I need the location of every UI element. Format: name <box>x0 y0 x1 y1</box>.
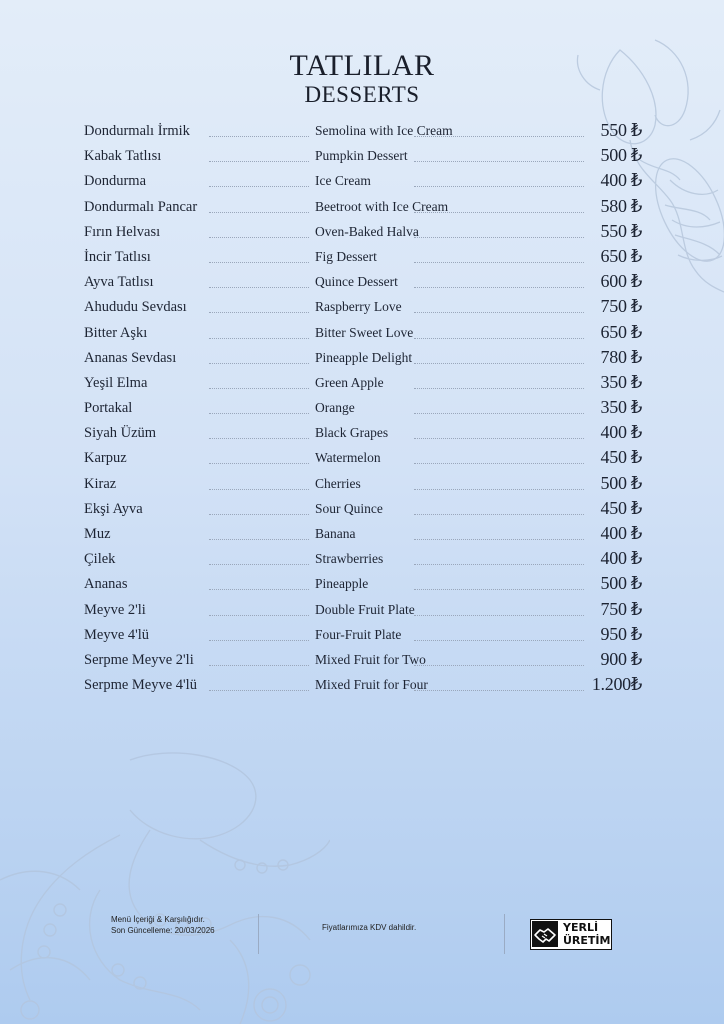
item-price: 400 ₺ <box>600 548 642 569</box>
item-name-en: Beetroot with Ice Cream <box>315 198 449 214</box>
item-name-tr: Karpuz <box>84 450 127 467</box>
dot-leader <box>414 262 584 263</box>
dot-leader <box>414 363 584 364</box>
item-price: 400 ₺ <box>600 170 642 191</box>
item-price: 1.200₺ <box>591 674 642 695</box>
dot-leader <box>209 690 309 691</box>
item-name-en: Mixed Fruit for Four <box>315 677 428 693</box>
item-name-tr: Meyve 4'lü <box>84 626 150 643</box>
dot-leader <box>209 262 309 263</box>
item-name-en: Double Fruit Plate <box>315 601 415 617</box>
menu-row <box>84 269 644 294</box>
item-name-en: Strawberries <box>315 551 384 567</box>
item-name-tr: Ananas <box>84 576 128 593</box>
menu-row <box>84 395 644 420</box>
dot-leader <box>209 161 309 162</box>
dot-leader <box>209 438 309 439</box>
item-name-en: Semolina with Ice Cream <box>315 123 453 138</box>
page-title: TATLILAR <box>289 49 435 82</box>
item-price: 550 ₺ <box>600 220 642 241</box>
item-price: 650 ₺ <box>600 245 642 266</box>
item-price: 500 ₺ <box>600 573 642 594</box>
item-name-tr: Siyah Üzüm <box>84 425 157 442</box>
dot-leader <box>414 665 584 666</box>
item-name-tr: Ahududu Sevdası <box>84 299 187 316</box>
item-name-en: Green Apple <box>315 374 384 390</box>
menu-row <box>84 345 644 370</box>
item-name-tr: Ananas Sevdası <box>84 349 177 366</box>
dot-leader <box>414 438 584 439</box>
menu-row <box>84 445 644 470</box>
item-name-en: Sour Quince <box>315 500 383 516</box>
footer-info <box>111 914 215 936</box>
octopus-icon <box>0 740 330 1024</box>
footer-last-updated: Son Güncelleme: 20/03/2026 <box>111 926 215 935</box>
menu-row <box>84 647 644 672</box>
item-name-en: Mixed Fruit for Two <box>315 651 426 667</box>
item-price: 400 ₺ <box>600 523 642 543</box>
menu-row <box>84 294 644 319</box>
item-name-en: Orange <box>315 400 355 416</box>
item-name-tr: Bitter Aşkı <box>84 324 148 341</box>
item-name-en: Pineapple <box>315 576 369 592</box>
menu-row <box>84 546 644 571</box>
footer-content-note: Menü İçeriği & Karşılığıdır. <box>111 915 205 924</box>
item-name-en: Cherries <box>315 475 361 491</box>
dot-leader <box>209 212 309 213</box>
item-name-tr: Muz <box>84 526 111 542</box>
menu-row <box>84 244 644 269</box>
dot-leader <box>414 388 584 389</box>
item-name-en: Raspberry Love <box>315 299 402 315</box>
menu-row <box>84 521 644 546</box>
item-name-tr: Portakal <box>84 400 133 417</box>
item-name-tr: Meyve 2'li <box>84 601 146 618</box>
item-price: 550 ₺ <box>600 120 642 140</box>
item-price: 350 ₺ <box>600 397 642 418</box>
menu-header <box>0 50 724 108</box>
item-name-tr: Dondurmalı İrmik <box>84 123 190 139</box>
dot-leader <box>209 338 309 339</box>
dot-leader <box>209 514 309 515</box>
badge-label-top: YERLİ <box>563 921 599 934</box>
item-name-en: Banana <box>315 526 356 541</box>
dot-leader <box>414 539 584 540</box>
item-name-tr: Yeşil Elma <box>84 374 148 391</box>
item-name-tr: Serpme Meyve 2'li <box>84 651 194 668</box>
item-name-tr: Dondurmalı Pancar <box>84 198 198 215</box>
dot-leader <box>209 589 309 590</box>
item-price: 580 ₺ <box>600 195 642 216</box>
item-price: 500 ₺ <box>600 472 642 493</box>
dot-leader <box>414 640 584 641</box>
local-production-badge <box>530 919 612 950</box>
item-price: 450 ₺ <box>600 497 642 518</box>
item-name-en: Oven-Baked Halva <box>315 223 419 239</box>
dot-leader <box>209 237 309 238</box>
menu-row <box>84 194 644 219</box>
item-name-tr: Dondurma <box>84 173 147 190</box>
dot-leader <box>209 287 309 288</box>
dot-leader <box>414 287 584 288</box>
dot-leader <box>414 514 584 515</box>
item-name-tr: İncir Tatlısı <box>84 248 151 265</box>
item-price: 750 ₺ <box>600 296 642 317</box>
item-price: 780 ₺ <box>600 346 642 367</box>
menu-row <box>84 420 644 445</box>
dot-leader <box>209 489 309 490</box>
item-price: 950 ₺ <box>600 623 642 644</box>
item-name-en: Ice Cream <box>315 173 371 189</box>
dot-leader <box>209 363 309 364</box>
dot-leader <box>209 640 309 641</box>
item-price: 650 ₺ <box>600 321 642 342</box>
dot-leader <box>209 388 309 389</box>
dot-leader <box>414 413 584 414</box>
menu-row <box>84 496 644 521</box>
item-price: 450 ₺ <box>600 447 642 468</box>
handshake-icon <box>532 921 558 947</box>
dot-leader <box>414 615 584 616</box>
dot-leader <box>209 665 309 666</box>
item-name-en: Black Grapes <box>315 425 389 441</box>
item-name-tr: Kabak Tatlısı <box>84 148 162 165</box>
dot-leader <box>209 186 309 187</box>
menu-row <box>84 143 644 168</box>
dot-leader <box>414 690 584 691</box>
item-price: 400 ₺ <box>600 422 642 443</box>
menu-row <box>84 471 644 496</box>
dot-leader <box>209 539 309 540</box>
dot-leader <box>209 312 309 313</box>
dot-leader <box>414 186 584 187</box>
item-name-en: Fig Dessert <box>315 248 377 264</box>
menu-row <box>84 168 644 193</box>
dot-leader <box>209 615 309 616</box>
dot-leader <box>414 136 584 137</box>
item-price: 500 ₺ <box>600 145 642 166</box>
menu-row <box>84 597 644 622</box>
item-name-en: Pumpkin Dessert <box>315 148 408 164</box>
item-price: 600 ₺ <box>600 271 642 292</box>
footer-divider <box>258 914 259 954</box>
dessert-list <box>84 118 644 697</box>
item-name-tr: Ekşi Ayva <box>84 500 143 517</box>
item-price: 350 ₺ <box>600 371 642 392</box>
dot-leader <box>414 312 584 313</box>
dot-leader <box>209 136 309 137</box>
dot-leader <box>414 489 584 490</box>
footer <box>0 910 724 960</box>
item-name-tr: Fırın Helvası <box>84 223 161 240</box>
menu-row <box>84 219 644 244</box>
menu-row <box>84 672 644 697</box>
page-subtitle: DESSERTS <box>304 82 420 107</box>
item-name-en: Watermelon <box>315 450 381 466</box>
dot-leader <box>414 463 584 464</box>
dot-leader <box>414 212 584 213</box>
item-price: 900 ₺ <box>600 648 642 669</box>
dot-leader <box>209 413 309 414</box>
dot-leader <box>209 463 309 464</box>
item-name-tr: Serpme Meyve 4'lü <box>84 677 197 694</box>
item-name-tr: Ayva Tatlısı <box>84 274 154 291</box>
item-price: 750 ₺ <box>600 598 642 619</box>
footer-divider <box>504 914 505 954</box>
dot-leader <box>414 161 584 162</box>
item-name-tr: Kiraz <box>84 475 117 492</box>
item-name-tr: Çilek <box>84 551 116 568</box>
badge-label-bottom: ÜRETİM <box>563 934 611 947</box>
dot-leader <box>414 237 584 238</box>
menu-row <box>84 622 644 647</box>
menu-row <box>84 320 644 345</box>
menu-row <box>84 118 644 143</box>
footer-vat-note: Fiyatlarımıza KDV dahildir. <box>322 923 417 932</box>
dot-leader <box>414 564 584 565</box>
dot-leader <box>414 589 584 590</box>
dot-leader <box>414 338 584 339</box>
item-name-en: Four-Fruit Plate <box>315 626 402 642</box>
item-name-en: Bitter Sweet Love <box>315 324 414 340</box>
item-name-en: Pineapple Delight <box>315 349 413 365</box>
menu-row <box>84 571 644 596</box>
menu-row <box>84 370 644 395</box>
dot-leader <box>209 564 309 565</box>
item-name-en: Quince Dessert <box>315 274 398 290</box>
